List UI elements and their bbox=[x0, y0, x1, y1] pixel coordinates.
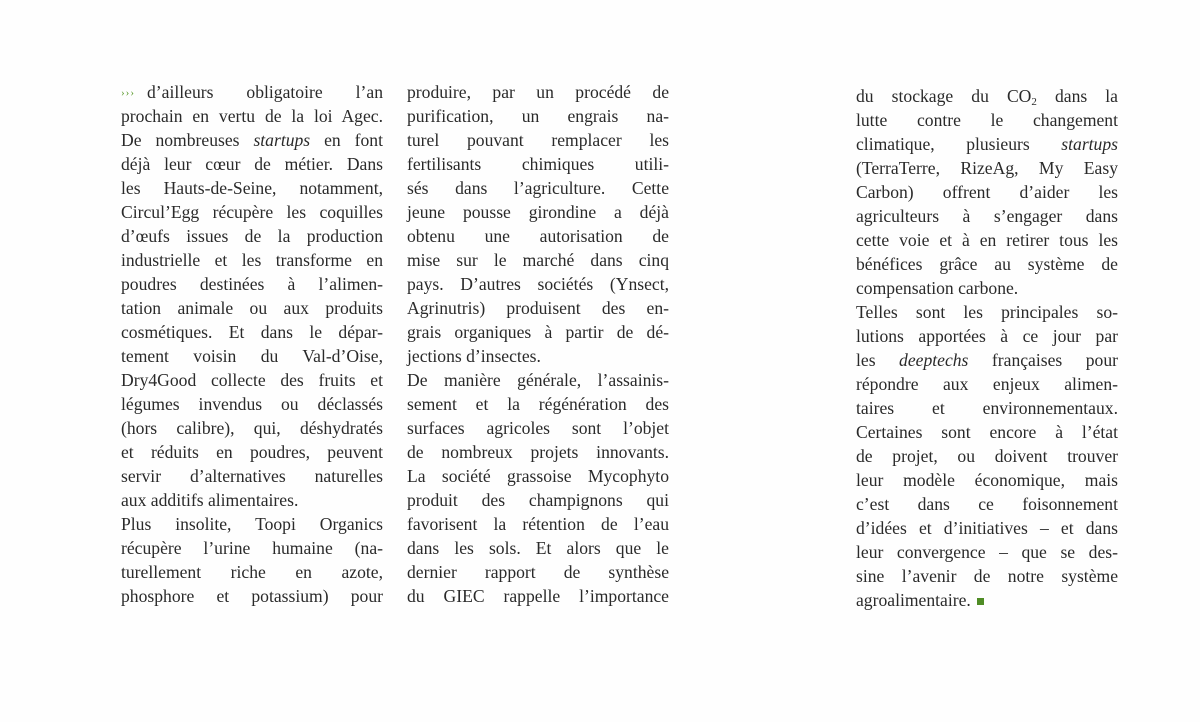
text-line: mise sur le marché dans cinq bbox=[407, 250, 669, 270]
text-line: compensation carbone. bbox=[856, 278, 1019, 298]
text-line: du GIEC rappelle l’importance bbox=[407, 586, 669, 606]
text-line: tation animale ou aux produits bbox=[121, 298, 383, 318]
text-line: répondre aux enjeux alimen- bbox=[856, 374, 1118, 394]
text-line: les deeptechs françaises pour bbox=[856, 350, 1118, 370]
text-line: agriculteurs à s’engager dans bbox=[856, 206, 1118, 226]
text-line: agroalimentaire. bbox=[856, 588, 1118, 612]
text-line: phosphore et potassium) pour bbox=[121, 586, 383, 606]
text-line: d’œufs issues de la production bbox=[121, 226, 383, 246]
continuation-arrows-icon: ››› bbox=[121, 87, 135, 99]
text-line: produire, par un procédé de bbox=[407, 82, 669, 102]
text-line: aux additifs alimentaires. bbox=[121, 490, 299, 510]
text-line: sés dans l’agriculture. Cette bbox=[407, 178, 669, 198]
text-line: grais organiques à partir de dé- bbox=[407, 322, 669, 342]
text-line: déjà leur cœur de métier. Dans bbox=[121, 154, 383, 174]
text-line: leur convergence – que se des- bbox=[856, 542, 1118, 562]
text-line: Dry4Good collecte des fruits et bbox=[121, 370, 383, 390]
text-line: surfaces agricoles sont l’objet bbox=[407, 418, 669, 438]
text-line: pays. D’autres sociétés (Ynsect, bbox=[407, 274, 669, 294]
text-line: de projet, ou doivent trouver bbox=[856, 446, 1118, 466]
text-line: ››› d’ailleurs obligatoire l’an bbox=[121, 80, 383, 104]
text-column-1 bbox=[121, 80, 383, 608]
text-line: de nombreux projets innovants. bbox=[407, 442, 669, 462]
text-line: fertilisants chimiques utili- bbox=[407, 154, 669, 174]
text-column-2 bbox=[407, 80, 669, 608]
text-line: Certaines sont encore à l’état bbox=[856, 422, 1118, 442]
text-line: Circul’Egg récupère les coquilles bbox=[121, 202, 383, 222]
text-line: servir d’alternatives naturelles bbox=[121, 466, 383, 486]
text-line: d’idées et d’initiatives – et dans bbox=[856, 518, 1118, 538]
text-line: purification, un engrais na- bbox=[407, 106, 669, 126]
text-line: récupère l’urine humaine (na- bbox=[121, 538, 383, 558]
text-line: dans les sols. Et alors que le bbox=[407, 538, 669, 558]
text-line: Agrinutris) produisent des en- bbox=[407, 298, 669, 318]
text-line: climatique, plusieurs startups bbox=[856, 134, 1118, 154]
text-line: légumes invendus ou déclassés bbox=[121, 394, 383, 414]
text-line: leur modèle économique, mais bbox=[856, 470, 1118, 490]
text-line: jections d’insectes. bbox=[407, 346, 541, 366]
text-line: cette voie et à en retirer tous les bbox=[856, 230, 1118, 250]
text-line: Carbon) offrent d’aider les bbox=[856, 182, 1118, 202]
text-line: et réduits en poudres, peuvent bbox=[121, 442, 383, 462]
text-line: du stockage du $CO_2$ dans la bbox=[856, 86, 1118, 108]
text-line: jeune pousse girondine a déjà bbox=[407, 202, 669, 222]
text-line: turellement riche en azote, bbox=[121, 562, 383, 582]
text-line: La société grassoise Mycophyto bbox=[407, 466, 669, 486]
text-line: (hors calibre), qui, déshydratés bbox=[121, 418, 383, 438]
text-line: turel pouvant remplacer les bbox=[407, 130, 669, 150]
text-line: les Hauts-de-Seine, notamment, bbox=[121, 178, 383, 198]
text-column-3 bbox=[856, 84, 1118, 612]
text-line: De nombreuses startups en font bbox=[121, 130, 383, 150]
text-line: obtenu une autorisation de bbox=[407, 226, 669, 246]
text-line: bénéfices grâce au système de bbox=[856, 254, 1118, 274]
text-line: favorisent la rétention de l’eau bbox=[407, 514, 669, 534]
text-line: De manière générale, l’assainis- bbox=[407, 370, 669, 390]
text-line: produit des champignons qui bbox=[407, 490, 669, 510]
text-line: sine l’avenir de notre système bbox=[856, 566, 1118, 586]
text-line: lutions apportées à ce jour par bbox=[856, 326, 1118, 346]
text-line: c’est dans ce foisonnement bbox=[856, 494, 1118, 514]
text-line: taires et environnementaux. bbox=[856, 398, 1118, 418]
text-line: industrielle et les transforme en bbox=[121, 250, 383, 270]
text-line: (TerraTerre, RizeAg, My Easy bbox=[856, 158, 1118, 178]
text-line: cosmétiques. Et dans le dépar- bbox=[121, 322, 383, 342]
text-line: lutte contre le changement bbox=[856, 110, 1118, 130]
text-line: poudres destinées à l’alimen- bbox=[121, 274, 383, 294]
end-of-article-square-icon bbox=[977, 598, 984, 605]
text-line: Telles sont les principales so- bbox=[856, 302, 1118, 322]
text-line: prochain en vertu de la loi Agec. bbox=[121, 106, 383, 126]
text-line: Plus insolite, Toopi Organics bbox=[121, 514, 383, 534]
text-line: dernier rapport de synthèse bbox=[407, 562, 669, 582]
text-line: sement et la régénération des bbox=[407, 394, 669, 414]
text-line: tement voisin du Val-d’Oise, bbox=[121, 346, 383, 366]
